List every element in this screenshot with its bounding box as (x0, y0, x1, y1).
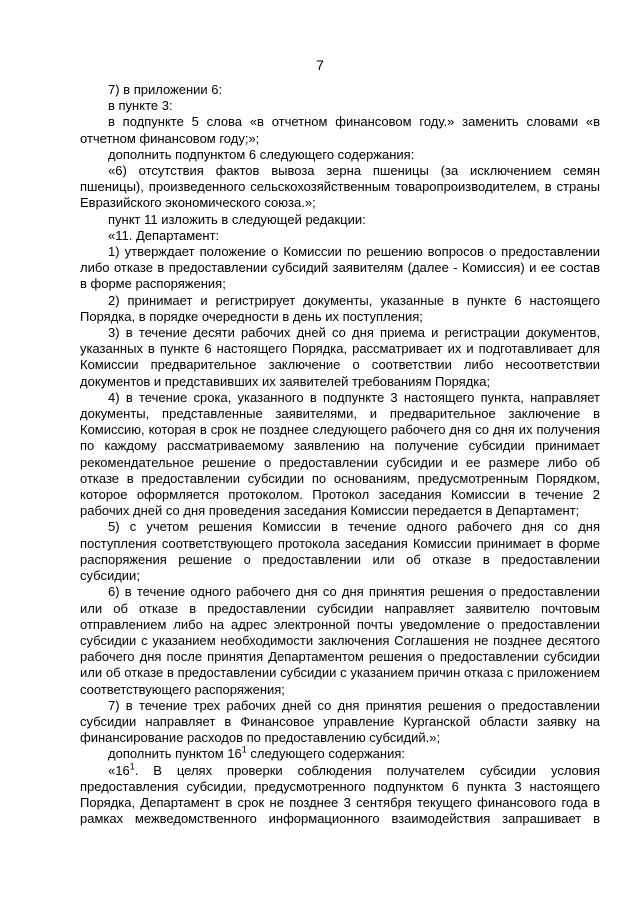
paragraph-subpoint-6-text: «6) отсутствия фактов вывоза зерна пшеницы (за исключением семян пшеницы), произведенного сельскохозяйственным товаропроизводителем, в страны Евразийского экономического союза.»; (80, 163, 600, 211)
paragraph-11-item-3: 3) в течение десяти рабочих дней со дня приема и регистрации документов, указанных в пункте 6 настоящего Порядка, рассматривает их и подготавливает для Комиссии предварительное заключение о соответствии либо несоответствии документов и представивших их заявителей требованиям Порядка; (80, 325, 600, 389)
paragraph-11-item-2: 2) принимает и регистрирует документы, указанные в пункте 6 настоящего Порядка, в порядке очередности в день их поступления; (80, 292, 600, 324)
text-fragment: «16 (108, 762, 130, 778)
paragraph-subpoint-5-replace: в подпункте 5 слова «в отчетном финансовом году.» заменить словами «в отчетном финансовом году;»; (80, 114, 600, 146)
text-fragment: следующего содержания: (246, 746, 405, 762)
paragraph-add-point-16-1 (80, 746, 600, 762)
paragraph-11-item-6: 6) в течение одного рабочего дня со дня принятия решения о предоставлении или об отказе в предоставлении субсидии направляет заявителю почтовым отправлением либо на адрес электронной почты уведомление о предоставлении субсидии с указанием необходимости заключения Соглашения не позднее десятого рабочего дня после принятия Департаментом решения о предоставлении субсидии или об отказе в предоставлении субсидии с указанием причин отказа с приложением соответствующего распоряжения; (80, 584, 600, 697)
paragraph-11-item-1: 1) утверждает положение о Комиссии по решению вопросов о предоставлении либо отказе в предоставлении субсидий заявителям (далее - Комиссия) и ее состав в форме распоряжения; (80, 244, 600, 292)
superscript: 1 (241, 745, 247, 755)
paragraph-11-item-7: 7) в течение трех рабочих дней со дня принятия решения о предоставлении субсидии направляет в Финансовое управление Курганской области заявку на финансирование расходов по предоставлению субсидий.»; (80, 697, 600, 746)
paragraph-11-item-4: 4) в течение срока, указанного в подпункте 3 настоящего пункта, направляет документы, представленные заявителями, и предварительное заключение в Комиссию, которая в срок не позднее следующего рабочего дня со дня их получения по каждому рассматриваемому заявлению на получение субсидии принимает рекомендательное решение о предоставлении субсидии и ее размере либо об отказе в предоставлении субсидии по основаниям, предусмотренным Порядком, которое оформляется протоколом. Протокол заседания Комиссии в течение 2 рабочих дней со дня проведения заседания Комиссии передается в Департамент; (80, 389, 600, 519)
superscript: 1 (129, 761, 135, 772)
page-number: 7 (316, 57, 324, 73)
paragraph-point-16-1-text (80, 763, 600, 828)
paragraph-point-3: в пункте 3: (108, 98, 173, 114)
paragraph-item-7: 7) в приложении 6: (108, 82, 223, 97)
text-fragment: . В целях проверки соблюдения получателем субсидии условия предоставления субсидии, предусмотренного подпунктом 6 пункта 3 настоящего Порядка, Департамент в срок не позднее 3 сентября текущего финансового года в рамках межведомственного информационного взаимодействия запрашивает в (80, 762, 600, 827)
text-fragment: дополнить пунктом 16 (108, 746, 242, 762)
paragraph-point-11-intro: пункт 11 изложить в следующей редакции: (108, 211, 366, 227)
paragraph-11-item-5: 5) с учетом решения Комиссии в течение одного рабочего дня со дня поступления соответствующего протокола заседания Комиссии принимает в форме распоряжения решение о предоставлении или об отказе в предоставлении субсидии; (80, 519, 600, 584)
paragraph-point-11-heading: «11. Департамент: (108, 227, 220, 243)
paragraph-add-subpoint-6: дополнить подпунктом 6 следующего содержания: (108, 146, 415, 162)
document-body (80, 82, 600, 827)
